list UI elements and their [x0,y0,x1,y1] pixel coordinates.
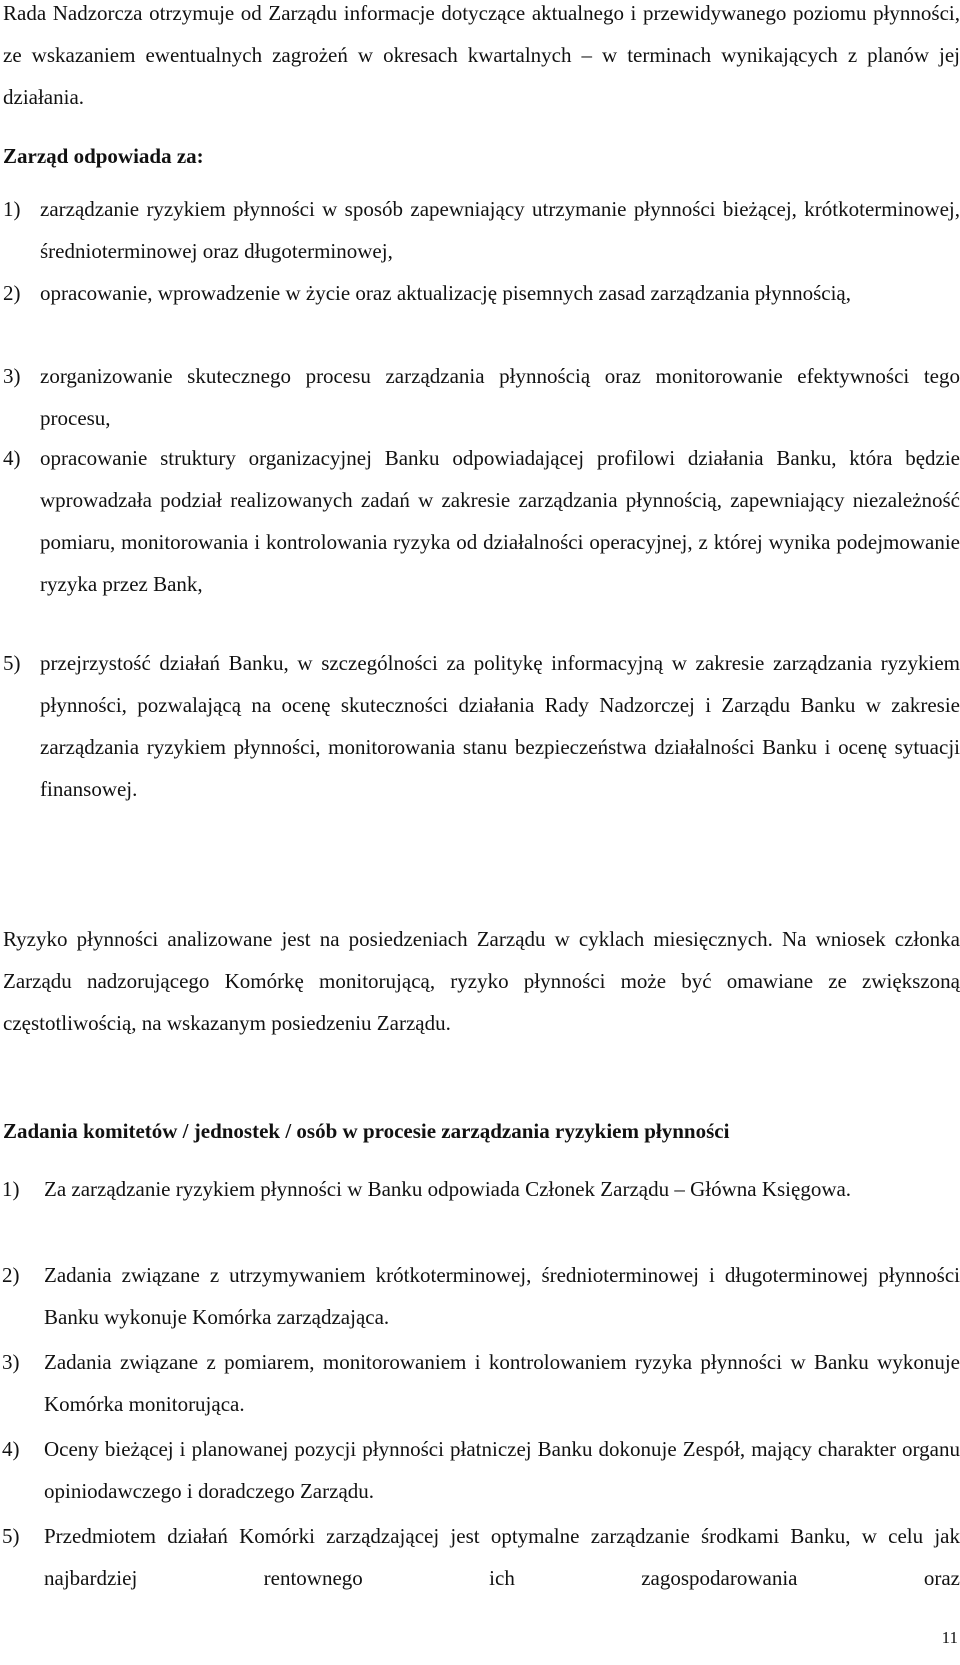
list-item [3,355,960,439]
list-item [3,437,960,605]
list-item [3,272,960,314]
list-item [3,188,960,272]
list-item [2,1515,960,1599]
list-item-number: 2) [3,281,21,305]
list-item [2,1168,960,1210]
list-item-text: zorganizowanie skutecznego procesu zarządzania płynnością oraz monitorowanie efektywności tego procesu, [40,364,960,430]
list-item-number: 5) [2,1524,20,1548]
risk-analysis-paragraph [3,918,960,1044]
tasks-heading: Zadania komitetów / jednostek / osób w procesie zarządzania ryzykiem płynności [3,1119,730,1143]
list-item-text: Za zarządzanie ryzykiem płynności w Banku odpowiada Członek Zarządu – Główna Księgowa. [44,1177,852,1201]
list-item-number: 4) [2,1437,20,1461]
intro-paragraph [3,0,960,118]
list-item [2,1428,960,1512]
list-item-number: 3) [3,364,21,388]
list-item [2,1341,960,1425]
risk-analysis-text: Ryzyko płynności analizowane jest na posiedzeniach Zarządu w cyklach miesięcznych. Na wniosek członka Zarządu nadzorującego Komórkę monitorującą, ryzyko płynności może być omawiane ze zwiększoną częstotliwością, na wskazanym posiedzeniu Zarządu. [3,927,960,1035]
list-item-text: Oceny bieżącej i planowanej pozycji płynności płatniczej Banku dokonuje Zespół, mający charakter organu opiniodawczego i doradczego Zarządu. [44,1437,960,1503]
list-item-number: 3) [2,1350,20,1374]
list-item-text: opracowanie, wprowadzenie w życie oraz aktualizację pisemnych zasad zarządzania płynnością, [40,281,852,305]
board-heading: Zarząd odpowiada za: [3,144,204,168]
list-item-number: 1) [2,1177,20,1201]
list-item-number: 4) [3,446,21,470]
list-item-text: Przedmiotem działań Komórki zarządzającej jest optymalne zarządzanie środkami Banku, w celu jak najbardziej rentownego ich zagospodarowania oraz [44,1524,960,1590]
list-item-number: 5) [3,651,21,675]
list-item-text: opracowanie struktury organizacyjnej Banku odpowiadającej profilowi działania Banku, która będzie wprowadzała podział realizowanych zadań w zakresie zarządzania płynnością, zapewniający niezależność pomiaru, monitorowania i kontrolowania ryzyka od działalności operacyjnej, z której wynika podejmowanie ryzyka przez Bank, [40,446,960,596]
list-item [3,642,960,810]
page-number: 11 [941,1628,958,1647]
list-item-text: zarządzanie ryzykiem płynności w sposób zapewniający utrzymanie płynności bieżącej, krótkoterminowej, średnioterminowej oraz długoterminowej, [40,197,960,263]
list-item-text: Zadania związane z utrzymywaniem krótkoterminowej, średnioterminowej i długoterminowej płynności Banku wykonuje Komórka zarządzająca. [44,1263,960,1329]
list-item-text: Zadania związane z pomiarem, monitorowaniem i kontrolowaniem ryzyka płynności w Banku wykonuje Komórka monitorująca. [44,1350,960,1416]
intro-paragraph-text: Rada Nadzorcza otrzymuje od Zarządu informacje dotyczące aktualnego i przewidywanego poziomu płynności, ze wskazaniem ewentualnych zagrożeń w okresach kwartalnych – w terminach wynikających z planów jej działania. [3,1,960,109]
list-item-number: 1) [3,197,21,221]
list-item-text: przejrzystość działań Banku, w szczególności za politykę informacyjną w zakresie zarządzania ryzykiem płynności, pozwalającą na ocenę skuteczności działania Rady Nadzorczej i Zarządu Banku w zakresie zarządzania ryzykiem płynności, monitorowania stanu bezpieczeństwa działalności Banku i ocenę sytuacji finansowej. [40,651,960,801]
list-item-number: 2) [2,1263,20,1287]
list-item [2,1254,960,1338]
